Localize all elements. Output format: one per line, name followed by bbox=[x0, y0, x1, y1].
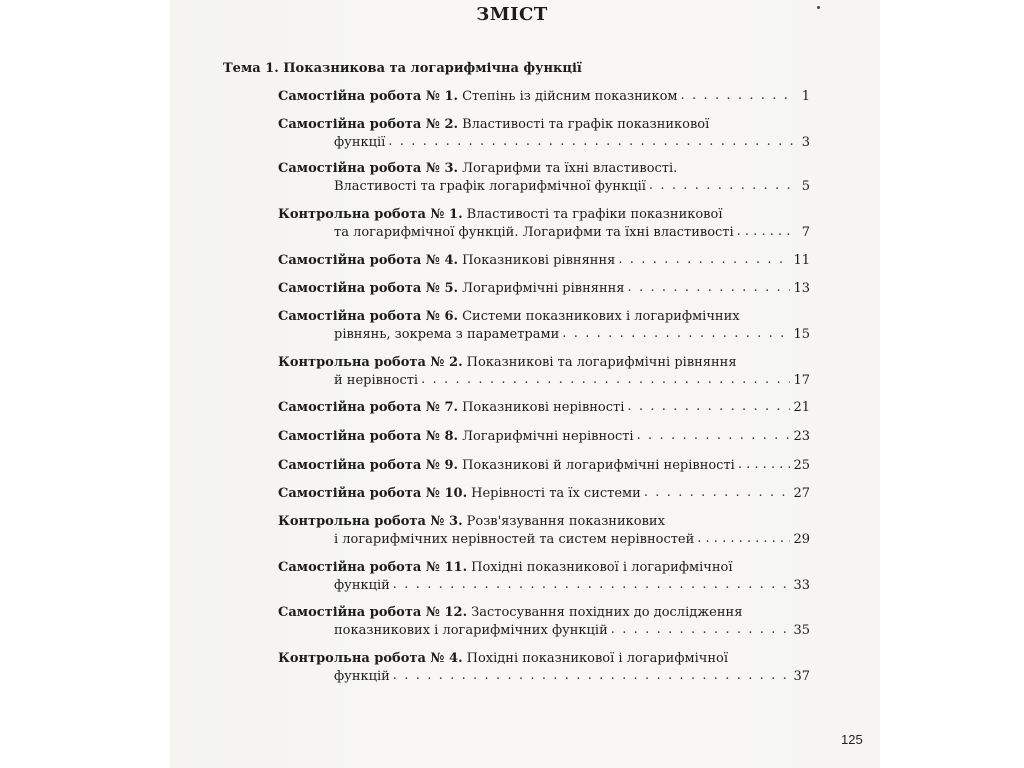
dot-leader bbox=[681, 87, 793, 105]
entry-text: Показникові та логарифмічні рівняння bbox=[466, 355, 737, 370]
entry-label: Самостійна робота № 6. bbox=[278, 309, 459, 324]
entry-text: Похідні показникової і логарифмічної bbox=[471, 560, 733, 575]
dot-leader bbox=[618, 251, 790, 269]
toc-entry[interactable] bbox=[278, 206, 810, 242]
dot-leader bbox=[737, 223, 793, 241]
dust-speck bbox=[817, 6, 820, 9]
toc-entry[interactable] bbox=[278, 399, 810, 417]
entry-label: Самостійна робота № 4. bbox=[278, 253, 459, 268]
toc-entry[interactable] bbox=[278, 650, 810, 686]
entry-text: функцій bbox=[334, 669, 390, 684]
entry-label: Самостійна робота № 9. bbox=[278, 458, 459, 473]
toc-entry[interactable] bbox=[278, 457, 810, 475]
entry-page: 35 bbox=[793, 623, 810, 638]
dot-leader bbox=[637, 427, 791, 445]
toc-entry[interactable] bbox=[278, 252, 810, 270]
dot-leader bbox=[562, 325, 790, 343]
entry-page: 1 bbox=[801, 89, 810, 104]
dot-leader bbox=[697, 530, 790, 548]
entry-label: Самостійна робота № 8. bbox=[278, 429, 459, 444]
toc-entry[interactable] bbox=[278, 604, 810, 640]
entry-text: Показникові нерівності bbox=[462, 400, 625, 415]
entry-page: 33 bbox=[793, 578, 810, 593]
entry-label: Контрольна робота № 3. bbox=[278, 514, 463, 529]
entry-label: Самостійна робота № 5. bbox=[278, 281, 459, 296]
entry-text: функцій bbox=[334, 578, 390, 593]
entry-text: і логарифмічних нерівностей та систем нерівностей bbox=[334, 532, 695, 547]
entry-page: 27 bbox=[793, 486, 810, 501]
entry-label: Самостійна робота № 10. bbox=[278, 486, 468, 501]
page-number: 125 bbox=[841, 732, 863, 747]
entry-label: Контрольна робота № 1. bbox=[278, 207, 463, 222]
toc-entry[interactable] bbox=[278, 559, 810, 595]
toc-entry[interactable] bbox=[278, 354, 810, 390]
entry-text: Властивості та графіки показникової bbox=[466, 207, 723, 222]
entry-label: Самостійна робота № 12. bbox=[278, 605, 468, 620]
entry-text: Системи показникових і логарифмічних bbox=[462, 309, 740, 324]
entry-page: 29 bbox=[793, 532, 810, 547]
entry-text: Розв'язування показникових bbox=[466, 514, 665, 529]
toc-entry[interactable] bbox=[278, 116, 810, 152]
toc-entry[interactable] bbox=[278, 280, 810, 298]
entry-text: Логарифмічні рівняння bbox=[462, 281, 625, 296]
entry-text: та логарифмічної функцій. Логарифми та їхні властивості bbox=[334, 225, 734, 240]
entry-label: Самостійна робота № 2. bbox=[278, 117, 459, 132]
toc-entry[interactable] bbox=[278, 513, 810, 549]
entry-label: Самостійна робота № 7. bbox=[278, 400, 459, 415]
entry-text: Логарифмічні нерівності bbox=[462, 429, 634, 444]
dot-leader bbox=[393, 667, 791, 685]
entry-page: 13 bbox=[793, 281, 810, 296]
theme-heading: Тема 1. Показникова та логарифмічна функції bbox=[223, 61, 582, 76]
dot-leader bbox=[388, 133, 793, 151]
dot-leader bbox=[421, 371, 790, 389]
entry-label: Самостійна робота № 1. bbox=[278, 89, 459, 104]
entry-text: рівнянь, зокрема з параметрами bbox=[334, 327, 560, 342]
entry-text: Показникові рівняння bbox=[462, 253, 616, 268]
entry-text: Похідні показникової і логарифмічної bbox=[466, 651, 729, 666]
entry-text: Властивості та графік логарифмічної функції bbox=[334, 179, 646, 194]
entry-page: 17 bbox=[793, 373, 810, 388]
toc-entry[interactable] bbox=[278, 88, 810, 106]
entry-text: показникових і логарифмічних функцій bbox=[334, 623, 608, 638]
entry-page: 23 bbox=[793, 429, 810, 444]
toc-entry[interactable] bbox=[278, 485, 810, 503]
dot-leader bbox=[611, 621, 791, 639]
entry-text: Степінь із дійсним показником bbox=[462, 89, 678, 104]
entry-page: 21 bbox=[793, 400, 810, 415]
dot-leader bbox=[393, 576, 791, 594]
dot-leader bbox=[627, 398, 790, 416]
entry-text: Застосування похідних до дослідження bbox=[471, 605, 743, 620]
entry-label: Контрольна робота № 2. bbox=[278, 355, 463, 370]
entry-page: 3 bbox=[801, 135, 810, 150]
entry-label: Самостійна робота № 11. bbox=[278, 560, 468, 575]
dot-leader bbox=[649, 177, 793, 195]
entry-text: й нерівності bbox=[334, 373, 419, 388]
page-title: ЗМІСТ bbox=[476, 4, 548, 25]
toc-entry[interactable] bbox=[278, 428, 810, 446]
entry-text: Логарифми та їхні властивості. bbox=[462, 161, 678, 176]
dot-leader bbox=[644, 484, 791, 502]
entry-page: 5 bbox=[801, 179, 810, 194]
entry-text: функції bbox=[334, 135, 386, 150]
entry-text: Властивості та графік показникової bbox=[462, 117, 710, 132]
dot-leader bbox=[738, 456, 791, 474]
entry-label: Контрольна робота № 4. bbox=[278, 651, 463, 666]
entry-label: Самостійна робота № 3. bbox=[278, 161, 459, 176]
entry-text: Нерівності та їх системи bbox=[471, 486, 641, 501]
entry-text: Показникові й логарифмічні нерівності bbox=[462, 458, 735, 473]
toc-entry[interactable] bbox=[278, 308, 810, 344]
toc-entry[interactable] bbox=[278, 160, 810, 196]
entry-page: 11 bbox=[793, 253, 810, 268]
entry-page: 37 bbox=[793, 669, 810, 684]
entry-page: 25 bbox=[793, 458, 810, 473]
dot-leader bbox=[628, 279, 791, 297]
entry-page: 15 bbox=[793, 327, 810, 342]
entry-page: 7 bbox=[801, 225, 810, 240]
